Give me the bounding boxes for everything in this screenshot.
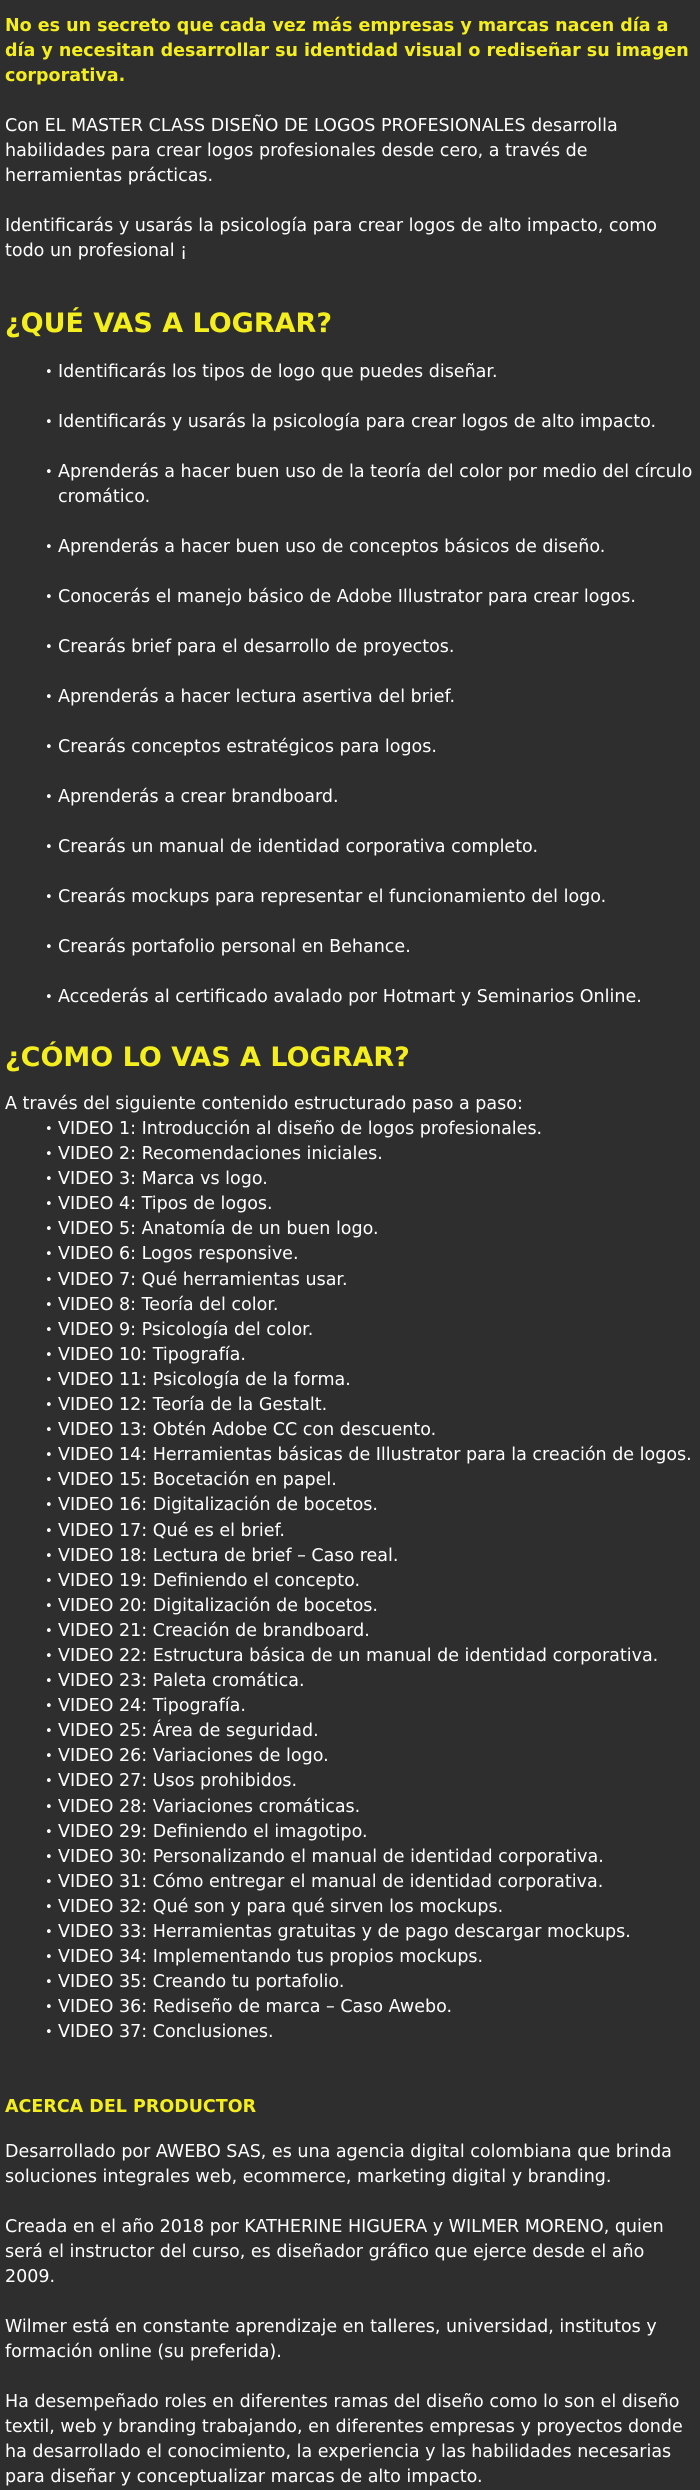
video-item: • VIDEO 23: Paleta cromática. (5, 1669, 695, 1694)
list-item: • Identificarás los tipos de logo que puedes diseñar. (5, 360, 695, 385)
video-item: • VIDEO 37: Conclusiones. (5, 2020, 695, 2045)
producer-paragraph: Creada en el año 2018 por KATHERINE HIGUERA y WILMER MORENO, quien será el instructor del curso, es diseñador gráfico que ejerce desde el año 2009. (5, 2217, 664, 2288)
video-item: • VIDEO 31: Cómo entregar el manual de identidad corporativa. (5, 1870, 695, 1895)
intro-lead: No es un secreto que cada vez más empresas y marcas nacen día a día y necesitan desarrollar su identidad visual o rediseñar su imagen corporativa. (5, 16, 689, 86)
list-item: • Crearás brief para el desarrollo de proyectos. (5, 635, 695, 660)
achieve-heading: ¿QUÉ VAS A LOGRAR? (5, 308, 332, 339)
video-item: • VIDEO 20: Digitalización de bocetos. (5, 1594, 695, 1619)
video-item: • VIDEO 12: Teoría de la Gestalt. (5, 1393, 695, 1418)
video-item: • VIDEO 9: Psicología del color. (5, 1318, 695, 1343)
video-item: • VIDEO 7: Qué herramientas usar. (5, 1268, 695, 1293)
video-item: • VIDEO 3: Marca vs logo. (5, 1167, 695, 1192)
video-item: • VIDEO 17: Qué es el brief. (5, 1519, 695, 1544)
video-item: • VIDEO 36: Rediseño de marca – Caso Awebo. (5, 1995, 695, 2020)
video-item: • VIDEO 34: Implementando tus propios mockups. (5, 1945, 695, 1970)
video-item: • VIDEO 33: Herramientas gratuitas y de pago descargar mockups. (5, 1920, 695, 1945)
video-item: • VIDEO 6: Logos responsive. (5, 1242, 695, 1267)
video-item: • VIDEO 26: Variaciones de logo. (5, 1744, 695, 1769)
video-item: • VIDEO 21: Creación de brandboard. (5, 1619, 695, 1644)
video-item: • VIDEO 8: Teoría del color. (5, 1293, 695, 1318)
video-item: • VIDEO 2: Recomendaciones iniciales. (5, 1142, 695, 1167)
video-item: • VIDEO 13: Obtén Adobe CC con descuento. (5, 1418, 695, 1443)
video-item: • VIDEO 22: Estructura básica de un manual de identidad corporativa. (5, 1644, 695, 1669)
producer-paragraph: Desarrollado por AWEBO SAS, es una agencia digital colombiana que brinda soluciones integrales web, ecommerce, marketing digital y branding. (5, 2142, 672, 2188)
video-item: • VIDEO 4: Tipos de logos. (5, 1192, 695, 1217)
producer-section (5, 2095, 695, 2490)
how-heading: ¿CÓMO LO VAS A LOGRAR? (5, 1042, 410, 1073)
achieve-section (5, 306, 695, 1010)
list-item: • Conocerás el manejo básico de Adobe Illustrator para crear logos. (5, 585, 695, 610)
list-item: • Crearás mockups para representar el funcionamiento del logo. (5, 885, 695, 910)
video-item: • VIDEO 28: Variaciones cromáticas. (5, 1795, 695, 1820)
video-item: • VIDEO 11: Psicología de la forma. (5, 1368, 695, 1393)
video-item: • VIDEO 1: Introducción al diseño de logos profesionales. (5, 1117, 695, 1142)
achieve-list (5, 360, 695, 1010)
video-item: • VIDEO 24: Tipografía. (5, 1694, 695, 1719)
list-item: • Accederás al certificado avalado por Hotmart y Seminarios Online. (5, 985, 695, 1010)
video-item: • VIDEO 16: Digitalización de bocetos. (5, 1493, 695, 1518)
video-item: • VIDEO 29: Definiendo el imagotipo. (5, 1820, 695, 1845)
intro-section (5, 14, 695, 264)
video-item: • VIDEO 5: Anatomía de un buen logo. (5, 1217, 695, 1242)
video-item: • VIDEO 35: Creando tu portafolio. (5, 1970, 695, 1995)
video-item: • VIDEO 25: Área de seguridad. (5, 1719, 695, 1744)
list-item: • Crearás conceptos estratégicos para logos. (5, 735, 695, 760)
list-item: • Aprenderás a hacer buen uso de conceptos básicos de diseño. (5, 535, 695, 560)
producer-paragraph: Ha desempeñado roles en diferentes ramas del diseño como lo son el diseño textil, web y branding trabajando, en diferentes empresas y proyectos donde ha desarrollado el conocimiento, la experiencia y las habilidades necesarias para diseñar y conceptualizar marcas de alto impacto. (5, 2392, 683, 2488)
video-item: • VIDEO 30: Personalizando el manual de identidad corporativa. (5, 1845, 695, 1870)
list-item: • Aprenderás a hacer lectura asertiva del brief. (5, 685, 695, 710)
producer-paragraph: Wilmer está en constante aprendizaje en talleres, universidad, institutos y formación online (su preferida). (5, 2317, 657, 2363)
list-item: • Crearás un manual de identidad corporativa completo. (5, 835, 695, 860)
how-section (5, 1040, 695, 2045)
video-item: • VIDEO 19: Definiendo el concepto. (5, 1569, 695, 1594)
intro-paragraph: Identificarás y usarás la psicología para crear logos de alto impacto, como todo un profesional ¡ (5, 216, 658, 261)
list-item: • Identificarás y usarás la psicología para crear logos de alto impacto. (5, 410, 695, 435)
video-list (5, 1117, 695, 2045)
list-item: • Aprenderás a hacer buen uso de la teoría del color por medio del círculo cromático. (5, 460, 695, 510)
video-item: • VIDEO 18: Lectura de brief – Caso real. (5, 1544, 695, 1569)
video-item: • VIDEO 10: Tipografía. (5, 1343, 695, 1368)
video-item: • VIDEO 14: Herramientas básicas de Illustrator para la creación de logos. (5, 1443, 695, 1468)
list-item: • Aprenderás a crear brandboard. (5, 785, 695, 810)
producer-heading: ACERCA DEL PRODUCTOR (5, 2097, 257, 2118)
list-item: • Crearás portafolio personal en Behance. (5, 935, 695, 960)
video-item: • VIDEO 27: Usos prohibidos. (5, 1769, 695, 1794)
video-item: • VIDEO 32: Qué son y para qué sirven los mockups. (5, 1895, 695, 1920)
video-item: • VIDEO 15: Bocetación en papel. (5, 1468, 695, 1493)
intro-paragraph: Con EL MASTER CLASS DISEÑO DE LOGOS PROFESIONALES desarrolla habilidades para crear logos profesionales desde cero, a través de herramientas prácticas. (5, 116, 618, 186)
video-list-intro: A través del siguiente contenido estructurado paso a paso: (5, 1094, 523, 1114)
